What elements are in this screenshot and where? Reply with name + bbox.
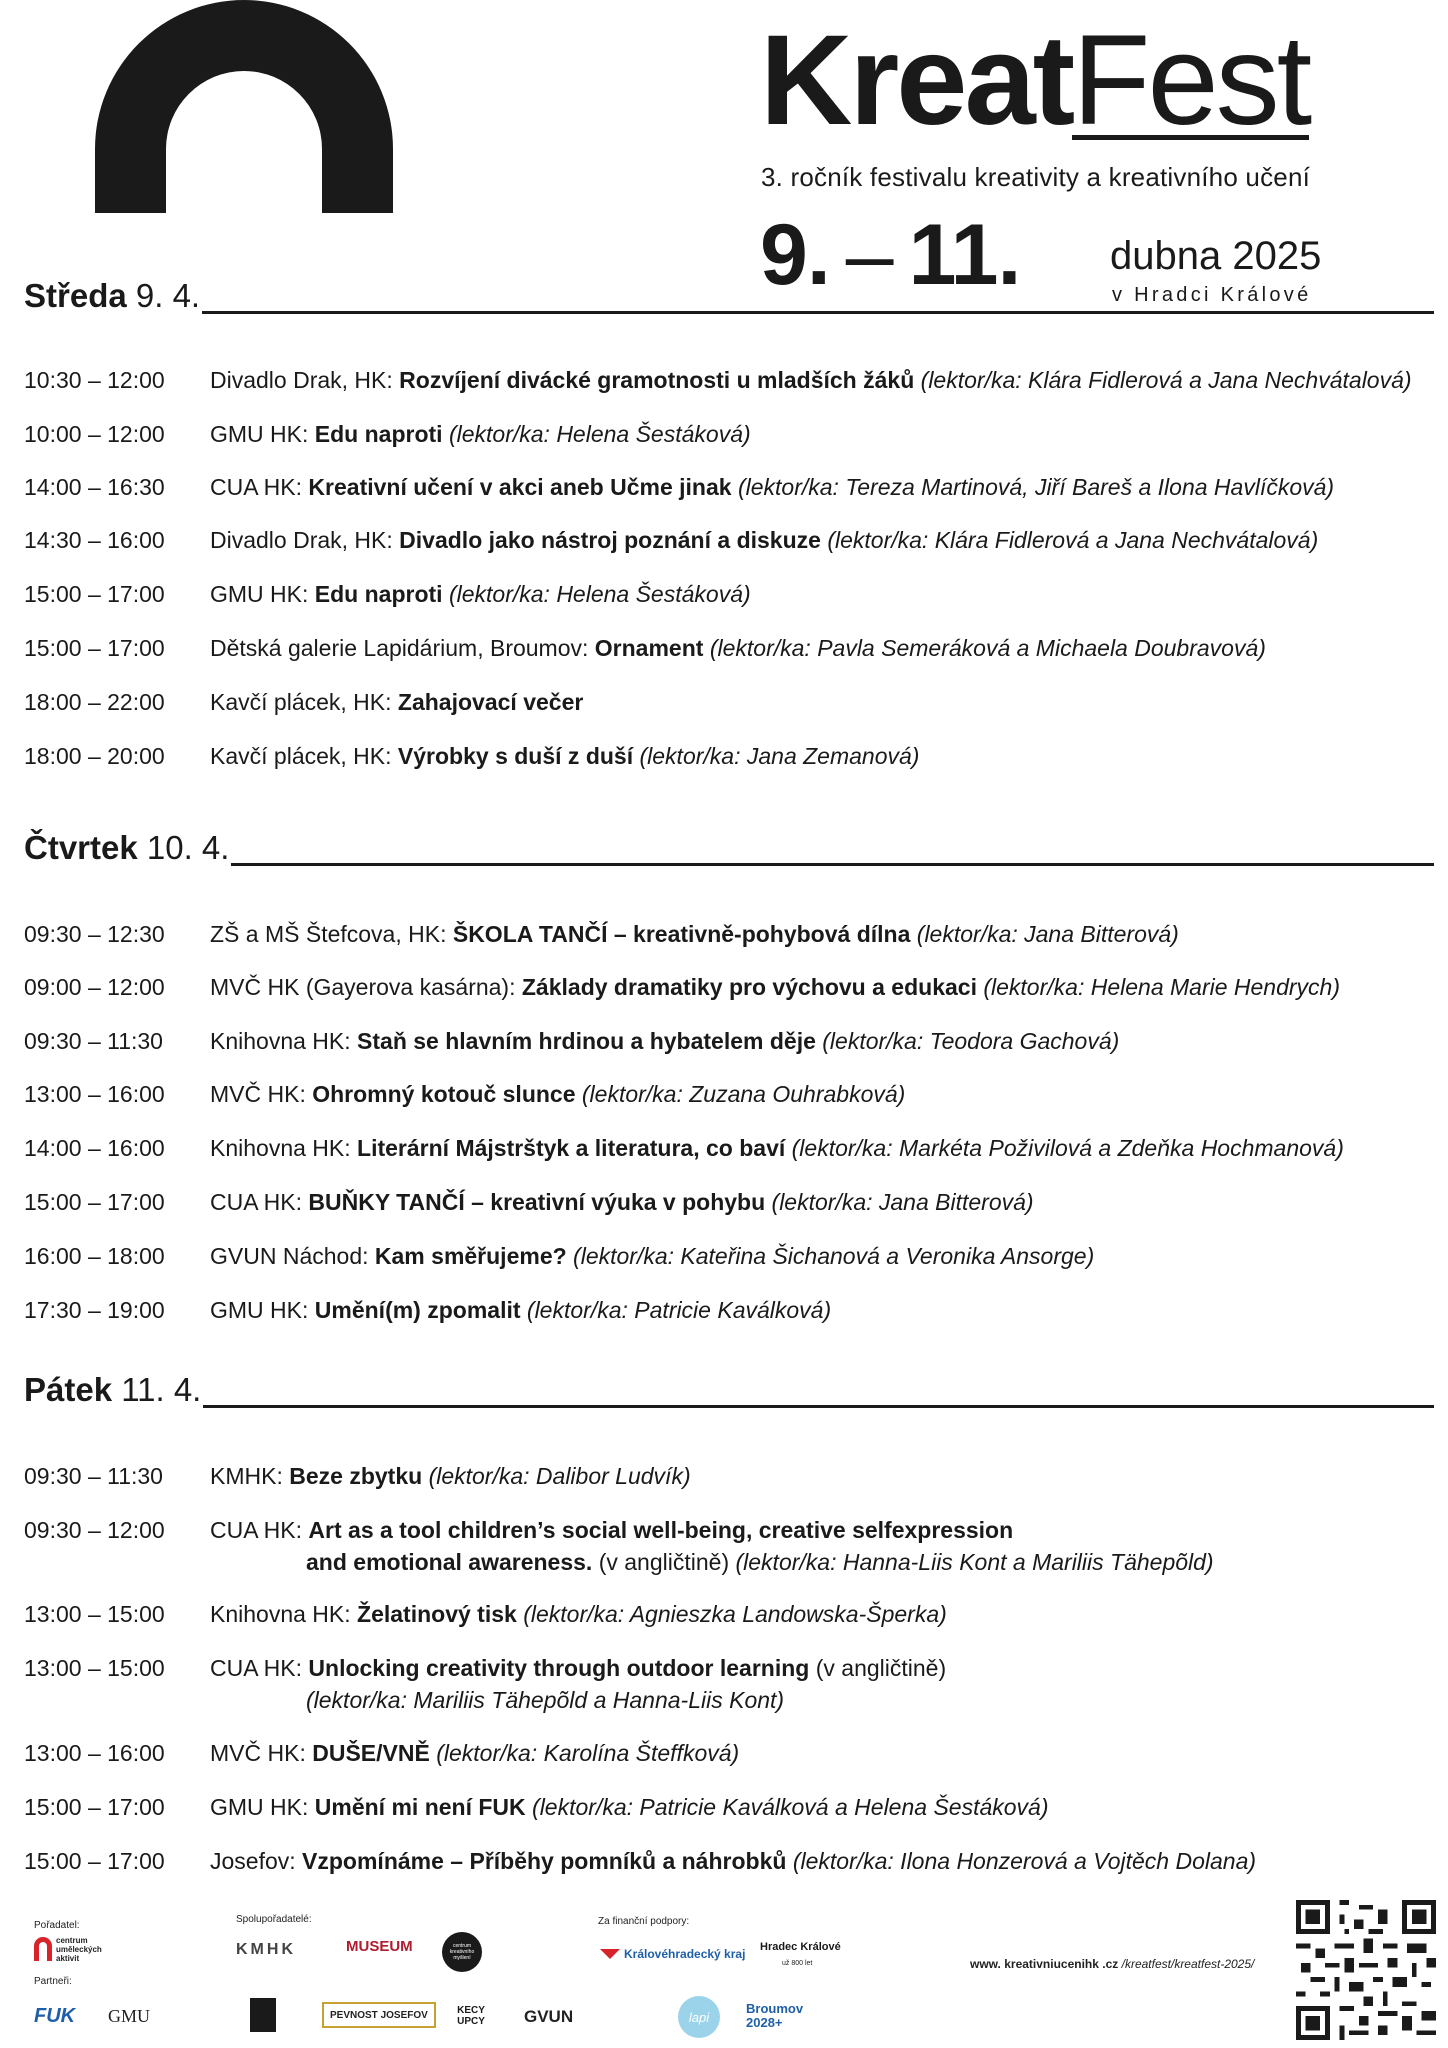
event-venue: Kavčí plácek, HK:: [210, 743, 392, 769]
event-time: 17:30 – 19:00: [24, 1297, 165, 1323]
festival-month-year: dubna 2025: [1110, 234, 1322, 278]
kmhk-logo: KMHK: [236, 1941, 296, 1958]
event-title: Edu naproti: [314, 581, 443, 607]
pevnost-josefov-logo: PEVNOST JOSEFOV: [322, 2002, 436, 2028]
event-lector: (lektor/ka: Karolína Šteffková): [436, 1740, 740, 1766]
event-venue: GMU HK:: [210, 581, 309, 607]
event-title: Literární Májstrštyk a literatura, co baví: [357, 1135, 786, 1161]
event-time: 15:00 – 17:00: [24, 1848, 165, 1874]
event-lector: (lektor/ka: Mariliis Tähepõld a Hanna-Liis Kont): [306, 1687, 785, 1713]
event-lector: (lektor/ka: Tereza Martinová, Jiří Bareš a Ilona Havlíčková): [737, 474, 1335, 500]
event-title: Rozvíjení divácké gramotnosti u mladších žáků: [399, 367, 915, 393]
event-time: 14:00 – 16:00: [24, 1135, 165, 1161]
event-title: Základy dramatiky pro výchovu a edukaci: [521, 974, 977, 1000]
event-title: Art as a tool children’s social well-being, creative selfexpression: [308, 1517, 1014, 1543]
event-time: 13:00 – 16:00: [24, 1081, 165, 1107]
event-venue: GMU HK:: [210, 1794, 309, 1820]
event-time: 18:00 – 20:00: [24, 743, 165, 769]
event-time: 09:30 – 11:30: [24, 1028, 163, 1054]
event-time: 16:00 – 18:00: [24, 1243, 165, 1269]
event-venue: Knihovna HK:: [210, 1601, 351, 1627]
cua-arch-icon: [34, 1937, 52, 1961]
day-divider: [231, 863, 1434, 866]
event-title: Beze zbytku: [289, 1463, 423, 1489]
hradec-800-label: už 800 let: [782, 1959, 813, 1967]
event-lector: (lektor/ka: Jana Bitterová): [916, 921, 1179, 947]
event-title: Staň se hlavním hrdinou a hybatelem děje: [357, 1028, 816, 1054]
event-title: DUŠE/VNĚ: [312, 1740, 430, 1766]
event-title: Kreativní učení v akci aneb Učme jinak: [308, 474, 732, 500]
museum-logo: MUSEUM: [346, 1937, 413, 1955]
event-lector: (lektor/ka: Helena Šestáková): [448, 581, 751, 607]
partners-caption: Partneři:: [34, 1976, 72, 1987]
event-lector: (lektor/ka: Ilona Honzerová a Vojtěch Dolana): [792, 1848, 1257, 1874]
website-url[interactable]: www. kreativniucenihk .cz /kreatfest/kreatfest-2025/: [970, 1957, 1255, 1971]
event-lector: (lektor/ka: Markéta Poživilová a Zdeňka Hochmanová): [791, 1135, 1344, 1161]
qr-code-icon: [1296, 1900, 1436, 2040]
event-time: 10:00 – 12:00: [24, 421, 165, 447]
hradec-logo: Hradec Králové: [760, 1941, 841, 1953]
event-time: 13:00 – 15:00: [24, 1601, 165, 1627]
event-title-cont: and emotional awareness.: [306, 1549, 593, 1575]
event-lector: (lektor/ka: Kateřina Šichanová a Veronika Ansorge): [573, 1243, 1095, 1269]
event-time: 09:00 – 12:00: [24, 974, 165, 1000]
event-time: 15:00 – 17:00: [24, 1189, 165, 1215]
event-venue: Kavčí plácek, HK:: [210, 689, 392, 715]
event-lector: (lektor/ka: Klára Fidlerová a Jana Nechvátalová): [920, 367, 1412, 393]
event-title: BUŇKY TANČÍ – kreativní výuka v pohybu: [308, 1189, 766, 1215]
event-lector: (lektor/ka: Teodora Gachová): [822, 1028, 1120, 1054]
event-title: Ohromný kotouč slunce: [312, 1081, 576, 1107]
event-title: Zahajovací večer: [397, 689, 584, 715]
day-heading-thursday: Čtvrtek 10. 4.: [24, 828, 1434, 868]
event-venue: Josefov:: [210, 1848, 296, 1874]
event-venue: CUA HK:: [210, 1517, 303, 1543]
event-time: 14:00 – 16:30: [24, 474, 165, 500]
event-note: (v angličtině): [815, 1655, 947, 1681]
event-title: Výrobky s duší z duší: [397, 743, 634, 769]
lapi-logo: lapi: [678, 1996, 720, 2038]
event-lector: (lektor/ka: Helena Marie Hendrych): [983, 974, 1340, 1000]
gmu-logo: GMU: [108, 2005, 151, 2026]
event-venue: CUA HK:: [210, 474, 303, 500]
event-time: 10:30 – 12:00: [24, 367, 165, 393]
event-title: Želatinový tisk: [357, 1601, 517, 1627]
event-venue: Divadlo Drak, HK:: [210, 527, 393, 553]
event-time: 15:00 – 17:00: [24, 581, 165, 607]
event-time: 09:30 – 12:30: [24, 921, 165, 947]
event-title: Vzpomínáme – Příběhy pomníků a náhrobků: [302, 1848, 787, 1874]
cua-logo: centrum uměleckých aktivit: [34, 1934, 116, 1964]
event-lector: (lektor/ka: Zuzana Ouhrabková): [581, 1081, 906, 1107]
event-lector: (lektor/ka: Pavla Semeráková a Michaela Doubravová): [709, 635, 1266, 661]
ckm-logo: centrum kreativního myšlení: [442, 1932, 482, 1972]
event-title: Unlocking creativity through outdoor learning: [308, 1655, 810, 1681]
arch-logo: [95, 0, 393, 213]
event-lector: (lektor/ka: Patricie Kaválková): [526, 1297, 832, 1323]
event-venue: Knihovna HK:: [210, 1028, 351, 1054]
day-divider: [203, 1405, 1434, 1408]
event-lector: (lektor/ka: Agnieszka Landowska-Šperka): [523, 1601, 947, 1627]
event-venue: MVČ HK (Gayerova kasárna):: [210, 974, 516, 1000]
event-venue: GMU HK:: [210, 421, 309, 447]
event-time: 13:00 – 15:00: [24, 1655, 165, 1681]
event-lector: (lektor/ka: Patricie Kaválková a Helena Šestáková): [532, 1794, 1049, 1820]
fuk-logo: FUK: [34, 2004, 76, 2027]
event-venue: CUA HK:: [210, 1655, 303, 1681]
event-time: 14:30 – 16:00: [24, 527, 165, 553]
day-heading-wednesday: Středa 9. 4.: [24, 276, 1434, 316]
event-note: (v angličtině): [598, 1549, 730, 1575]
kraj-icon: [600, 1949, 620, 1959]
event-venue: ZŠ a MŠ Štefcova, HK:: [210, 921, 447, 947]
event-venue: MVČ HK:: [210, 1081, 306, 1107]
event-time: 09:30 – 12:00: [24, 1517, 165, 1543]
event-venue: Divadlo Drak, HK:: [210, 367, 393, 393]
event-lector: (lektor/ka: Hanna-Liis Kont a Mariliis Tähepõld): [735, 1549, 1214, 1575]
organizer-caption: Pořadatel:: [34, 1920, 80, 1931]
event-lector: (lektor/ka: Helena Šestáková): [448, 421, 751, 447]
event-time: 15:00 – 17:00: [24, 635, 165, 661]
event-title: Umění(m) zpomalit: [314, 1297, 521, 1323]
footer: [0, 1900, 1448, 2048]
kecy-upcy-logo: KECY UPCY: [457, 2005, 485, 2027]
event-venue: GVUN Náchod:: [210, 1243, 369, 1269]
festival-title: KreatFest: [760, 9, 1310, 152]
event-venue: KMHK:: [210, 1463, 283, 1489]
event-venue: Dětská galerie Lapidárium, Broumov:: [210, 635, 589, 661]
event-time: 09:30 – 11:30: [24, 1463, 163, 1489]
event-time: 15:00 – 17:00: [24, 1794, 165, 1820]
event-title: Kam směřujeme?: [374, 1243, 567, 1269]
broumov-logo: Broumov 2028+: [746, 2001, 804, 2030]
event-venue: GMU HK:: [210, 1297, 309, 1323]
event-venue: MVČ HK:: [210, 1740, 306, 1766]
festival-subtitle: 3. ročník festivalu kreativity a kreativního učení: [761, 162, 1311, 192]
event-title: ŠKOLA TANČÍ – kreativně-pohybová dílna: [452, 921, 911, 947]
partner-emblem-logo: [250, 1998, 276, 2032]
event-venue: CUA HK:: [210, 1189, 303, 1215]
festival-header: [760, 9, 1360, 306]
event-time: 18:00 – 22:00: [24, 689, 165, 715]
day-divider: [202, 311, 1434, 314]
event-title: Umění mi není FUK: [314, 1794, 526, 1820]
day-heading-friday: Pátek 11. 4.: [24, 1370, 1434, 1410]
event-title: Edu naproti: [314, 421, 443, 447]
gvun-logo: GVUN: [524, 2007, 574, 2026]
event-venue: Knihovna HK:: [210, 1135, 351, 1161]
event-title: Ornament: [594, 635, 704, 661]
event-title: Divadlo jako nástroj poznání a diskuze: [399, 527, 821, 553]
event-lector: (lektor/ka: Dalibor Ludvík): [428, 1463, 691, 1489]
event-lector: (lektor/ka: Jana Zemanová): [639, 743, 920, 769]
coorganizer-caption: Spolupořadatelé:: [236, 1914, 312, 1925]
event-lector: (lektor/ka: Klára Fidlerová a Jana Nechvátalová): [827, 527, 1319, 553]
festival-dates: 9. – 11.: [760, 207, 1021, 303]
event-lector: (lektor/ka: Jana Bitterová): [771, 1189, 1034, 1215]
event-time: 13:00 – 16:00: [24, 1740, 165, 1766]
festival-place: v Hradci Králové: [1112, 284, 1312, 306]
kraj-logo: Královéhradecký kraj: [600, 1944, 745, 1964]
funding-caption: Za finanční podpory:: [598, 1916, 690, 1927]
